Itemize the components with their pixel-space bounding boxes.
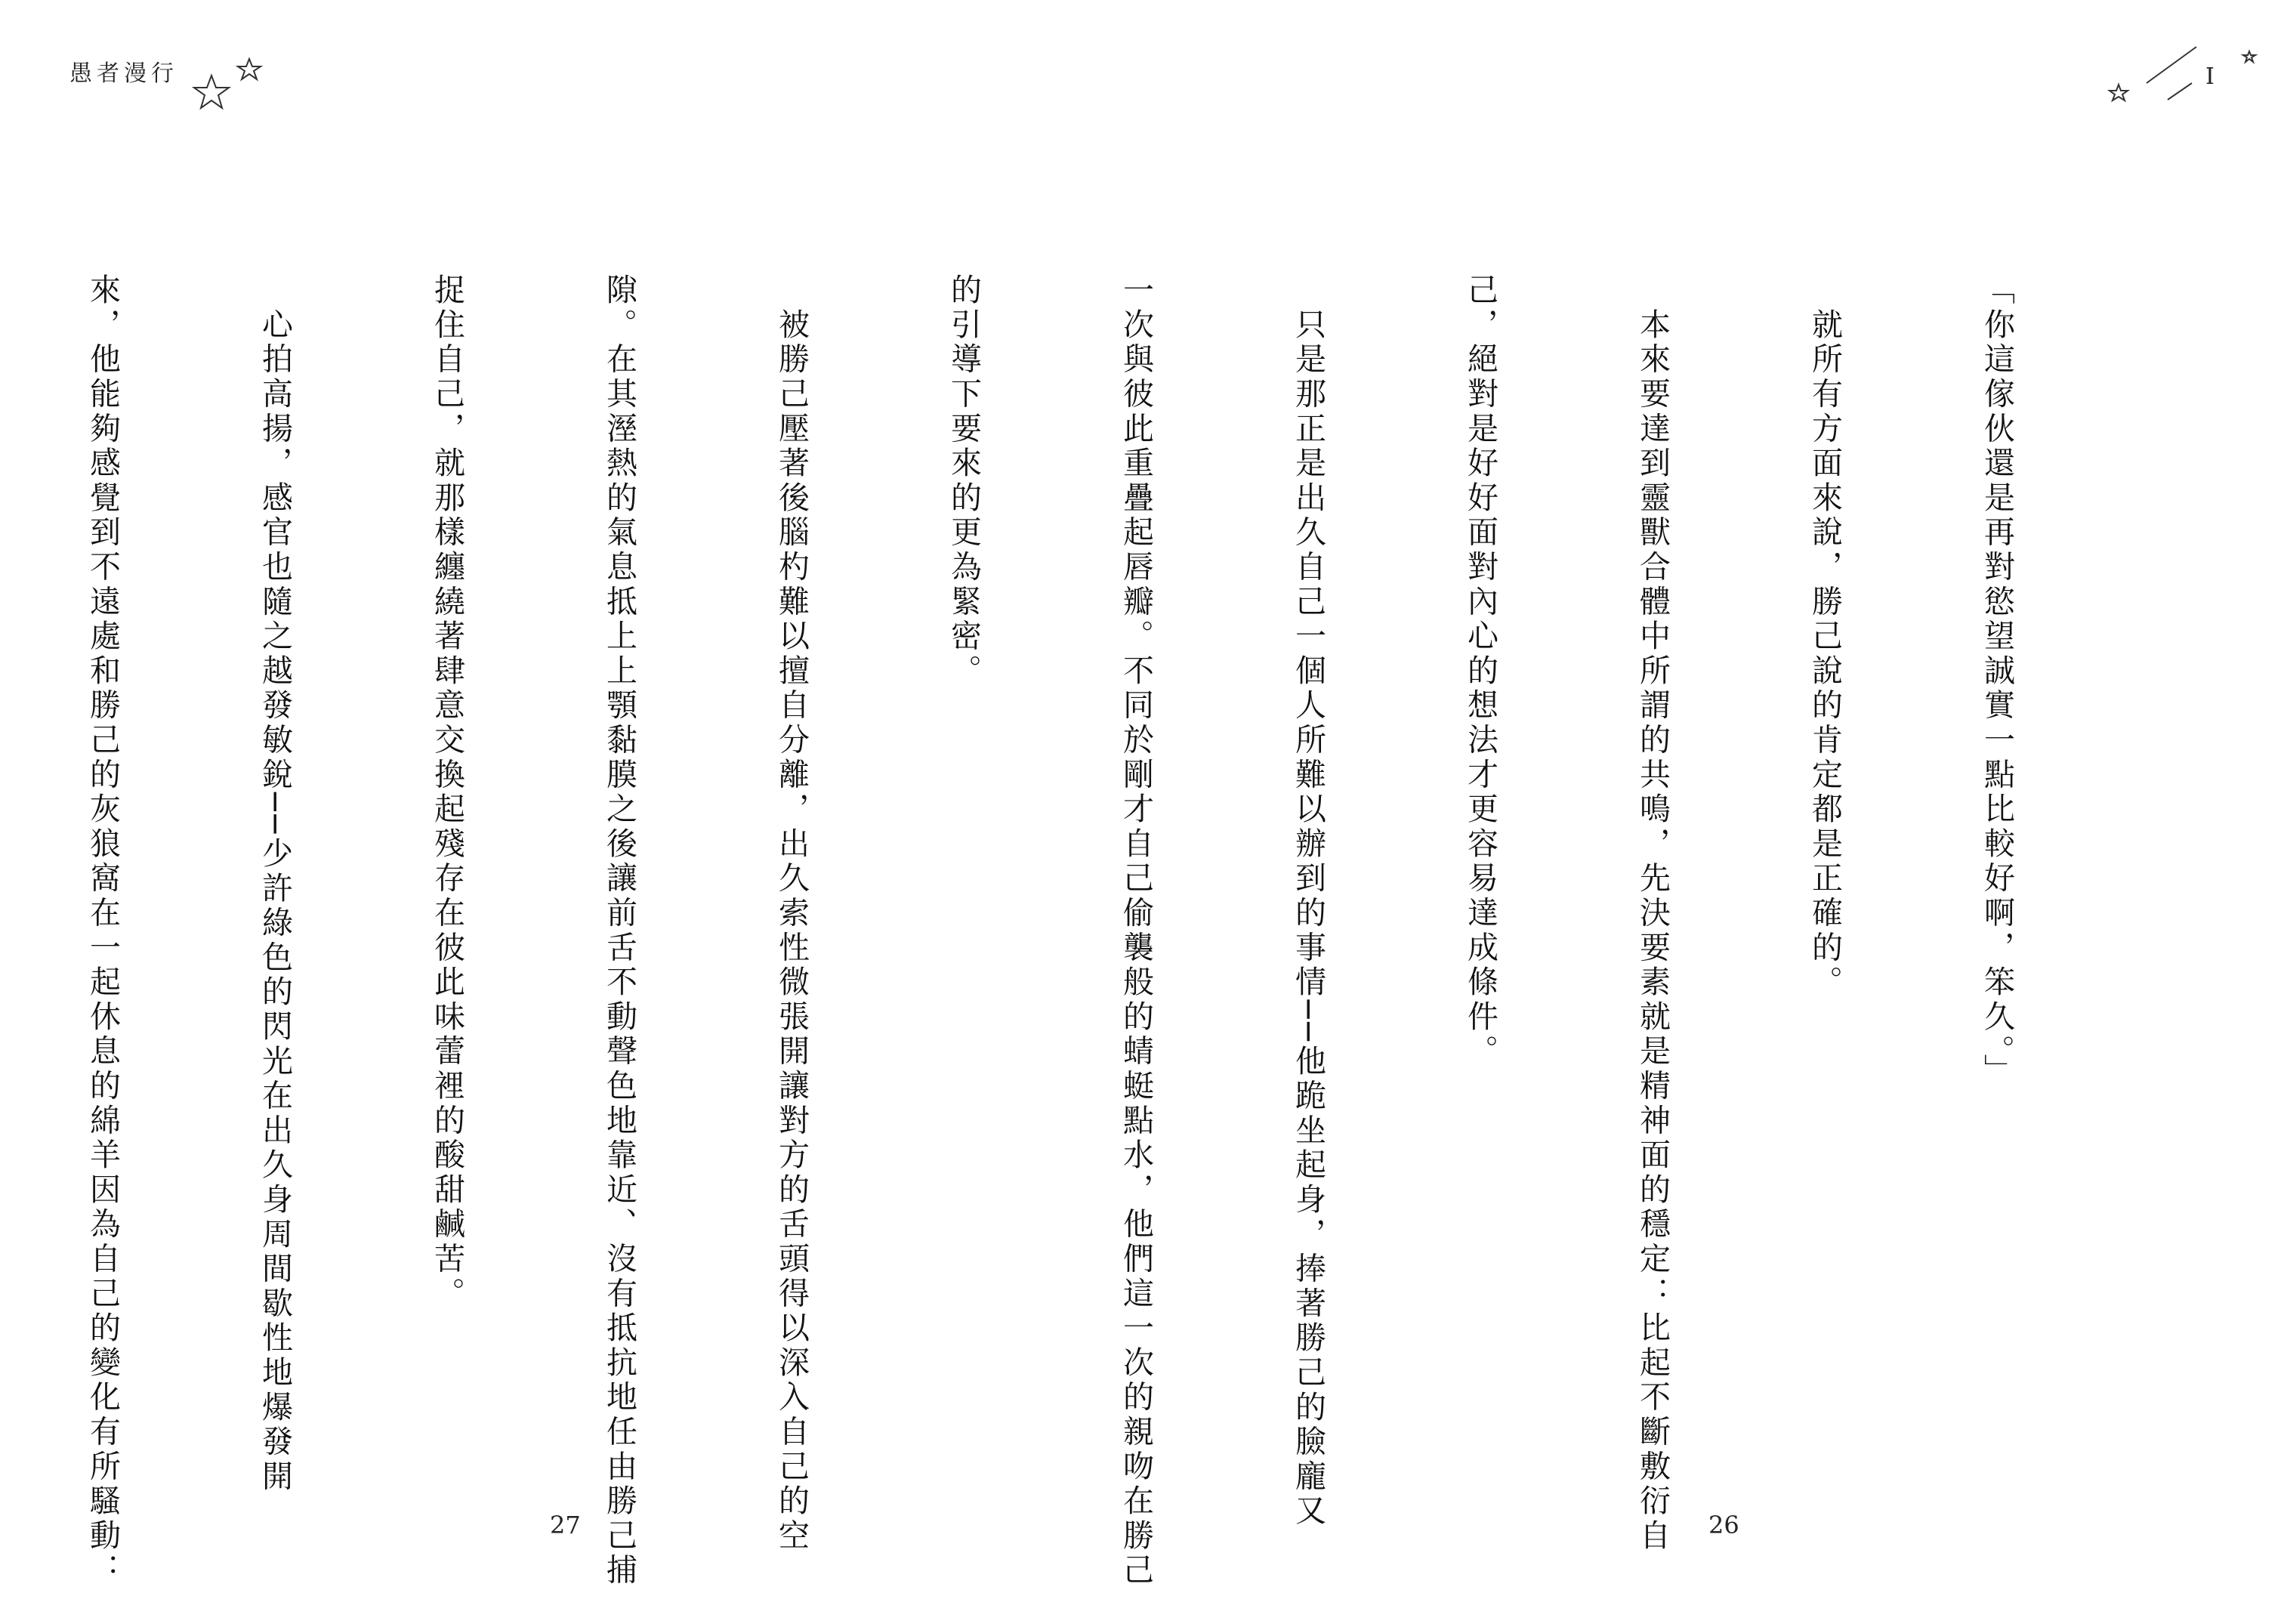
text-line: 隙。在其溼熱的氣息抵上上顎黏膜之後讓前舌不動聲色地靠近、沒有抵抗地任由勝己捕 — [601, 273, 637, 1588]
text-line: 心拍高揚，感官也隨之越發敏銳──少許綠色的閃光在出久身周間歇性地爆發開 — [257, 273, 293, 1495]
slash-line-icon — [2147, 47, 2196, 83]
text-line: 被勝己壓著後腦杓難以擅自分離，出久索性微張開讓對方的舌頭得以深入自己的空 — [773, 273, 810, 1554]
text-line: 一次與彼此重疊起唇瓣。不同於剛才自己偷襲般的蜻蜓點水，他們這一次的親吻在勝己 — [1118, 273, 1154, 1588]
star-outline-icon — [194, 76, 229, 108]
text-line: 己，絕對是好好面對內心的想法才更容易達成條件。 — [1462, 273, 1498, 1070]
star-outline-icon — [238, 59, 261, 79]
text-line: 「你這傢伙還是再對慾望誠實一點比較好啊，笨久。」 — [1979, 273, 2015, 1088]
running-title: 愚者漫行 — [69, 60, 178, 87]
star-outline-icon — [2243, 51, 2255, 62]
text-line: 只是那正是出久自己一個人所難以辦到的事情──他跪坐起身，捧著勝己的臉龐又 — [1290, 273, 1326, 1529]
chapter-number: I — [2205, 63, 2215, 90]
page-number: 26 — [1708, 1511, 1739, 1539]
stars-decoration-icon — [190, 51, 273, 119]
text-line: 就所有方面來說，勝己說的肯定都是正確的。 — [1807, 273, 1843, 1000]
slash-line-icon — [2168, 83, 2192, 100]
stars-decoration-icon — [2107, 30, 2258, 121]
star-outline-icon — [2110, 85, 2128, 100]
text-line: 本來要達到靈獸合體中所謂的共鳴，先決要素就是精神面的穩定：比起不斷敷衍自 — [1634, 273, 1671, 1554]
text-line: 捉住自己，就那樣纏繞著肆意交換起殘存在彼此味蕾裡的酸甜鹹苦。 — [429, 273, 465, 1311]
page-number: 27 — [550, 1511, 581, 1539]
text-line: 的引導下要來的更為緊密。 — [946, 273, 982, 689]
text-line: 來，他能夠感覺到不遠處和勝己的灰狼窩在一起休息的綿羊因為自己的變化有所騷動： — [85, 273, 121, 1588]
